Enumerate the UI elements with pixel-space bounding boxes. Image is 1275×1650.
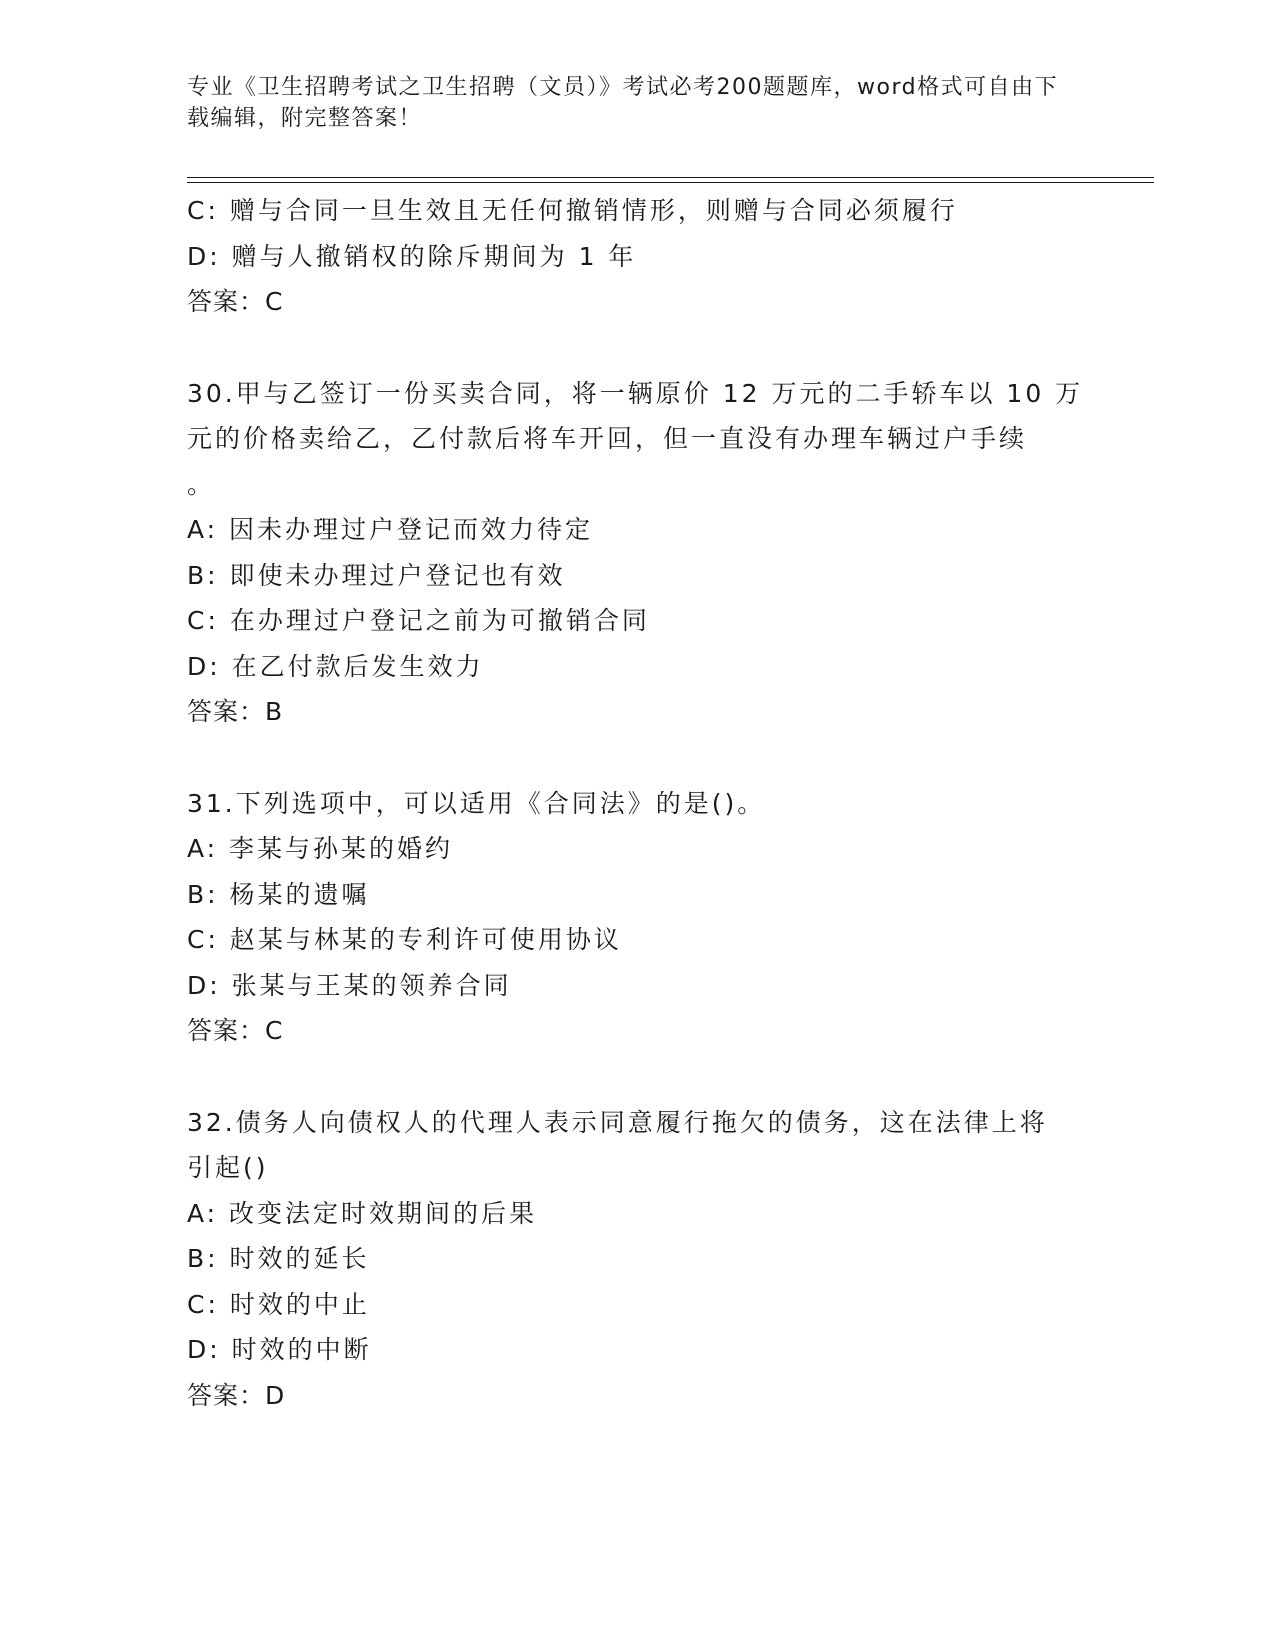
question-29-continued (187, 188, 1087, 325)
answer-line: 答案：D (187, 1380, 286, 1410)
question-stem-line: 。 (187, 469, 216, 499)
option-a: A: 因未办理过户登记而效力待定 (187, 515, 594, 544)
option-c: C: 在办理过户登记之前为可撤销合同 (187, 606, 650, 635)
option-d: D: 时效的中断 (187, 1335, 372, 1364)
question-30 (187, 371, 1087, 735)
question-32 (187, 1100, 1087, 1419)
option-a: A: 李某与孙某的婚约 (187, 834, 454, 863)
header-divider-top (187, 177, 1154, 178)
option-d: D: 张某与王某的领养合同 (187, 970, 512, 1000)
option-a: A: 改变法定时效期间的后果 (187, 1198, 538, 1228)
question-stem-line: 30.甲与乙签订一份买卖合同，将一辆原价 12 万元的二手轿车以 10 万 (187, 378, 1084, 408)
spacer (187, 325, 1087, 371)
question-content (187, 188, 1087, 1418)
answer-line: 答案：C (187, 1016, 284, 1045)
header-divider-bottom (187, 182, 1154, 183)
question-stem-line: 引起() (187, 1153, 269, 1182)
option-b: B: 即使未办理过户登记也有效 (187, 560, 566, 590)
question-stem-line: 31.下列选项中，可以适用《合同法》的是()。 (187, 788, 766, 818)
answer-line: 答案：B (187, 697, 284, 726)
question-stem-line: 元的价格卖给乙，乙付款后将车开回，但一直没有办理车辆过户手续 (187, 424, 1028, 453)
option-d: D: 赠与人撤销权的除斥期间为 1 年 (187, 241, 637, 271)
answer-line: 答案：C (187, 287, 284, 316)
option-c: C: 时效的中止 (187, 1289, 370, 1319)
option-c: C: 赵某与林某的专利许可使用协议 (187, 925, 622, 954)
question-stem-line: 32.债务人向债权人的代理人表示同意履行拖欠的债务，这在法律上将 (187, 1107, 1048, 1137)
spacer (187, 735, 1087, 781)
option-c: C: 赠与合同一旦生效且无任何撤销情形，则赠与合同必须履行 (187, 196, 958, 225)
spacer (187, 1054, 1087, 1100)
option-b: B: 杨某的遗嘱 (187, 879, 370, 909)
page-header: 专业《卫生招聘考试之卫生招聘（文员）》考试必考200题题库，word格式可自由下载编辑，附完整答案！ (187, 75, 1059, 131)
option-d: D: 在乙付款后发生效力 (187, 651, 484, 681)
question-31 (187, 781, 1087, 1054)
option-b: B: 时效的延长 (187, 1244, 370, 1273)
